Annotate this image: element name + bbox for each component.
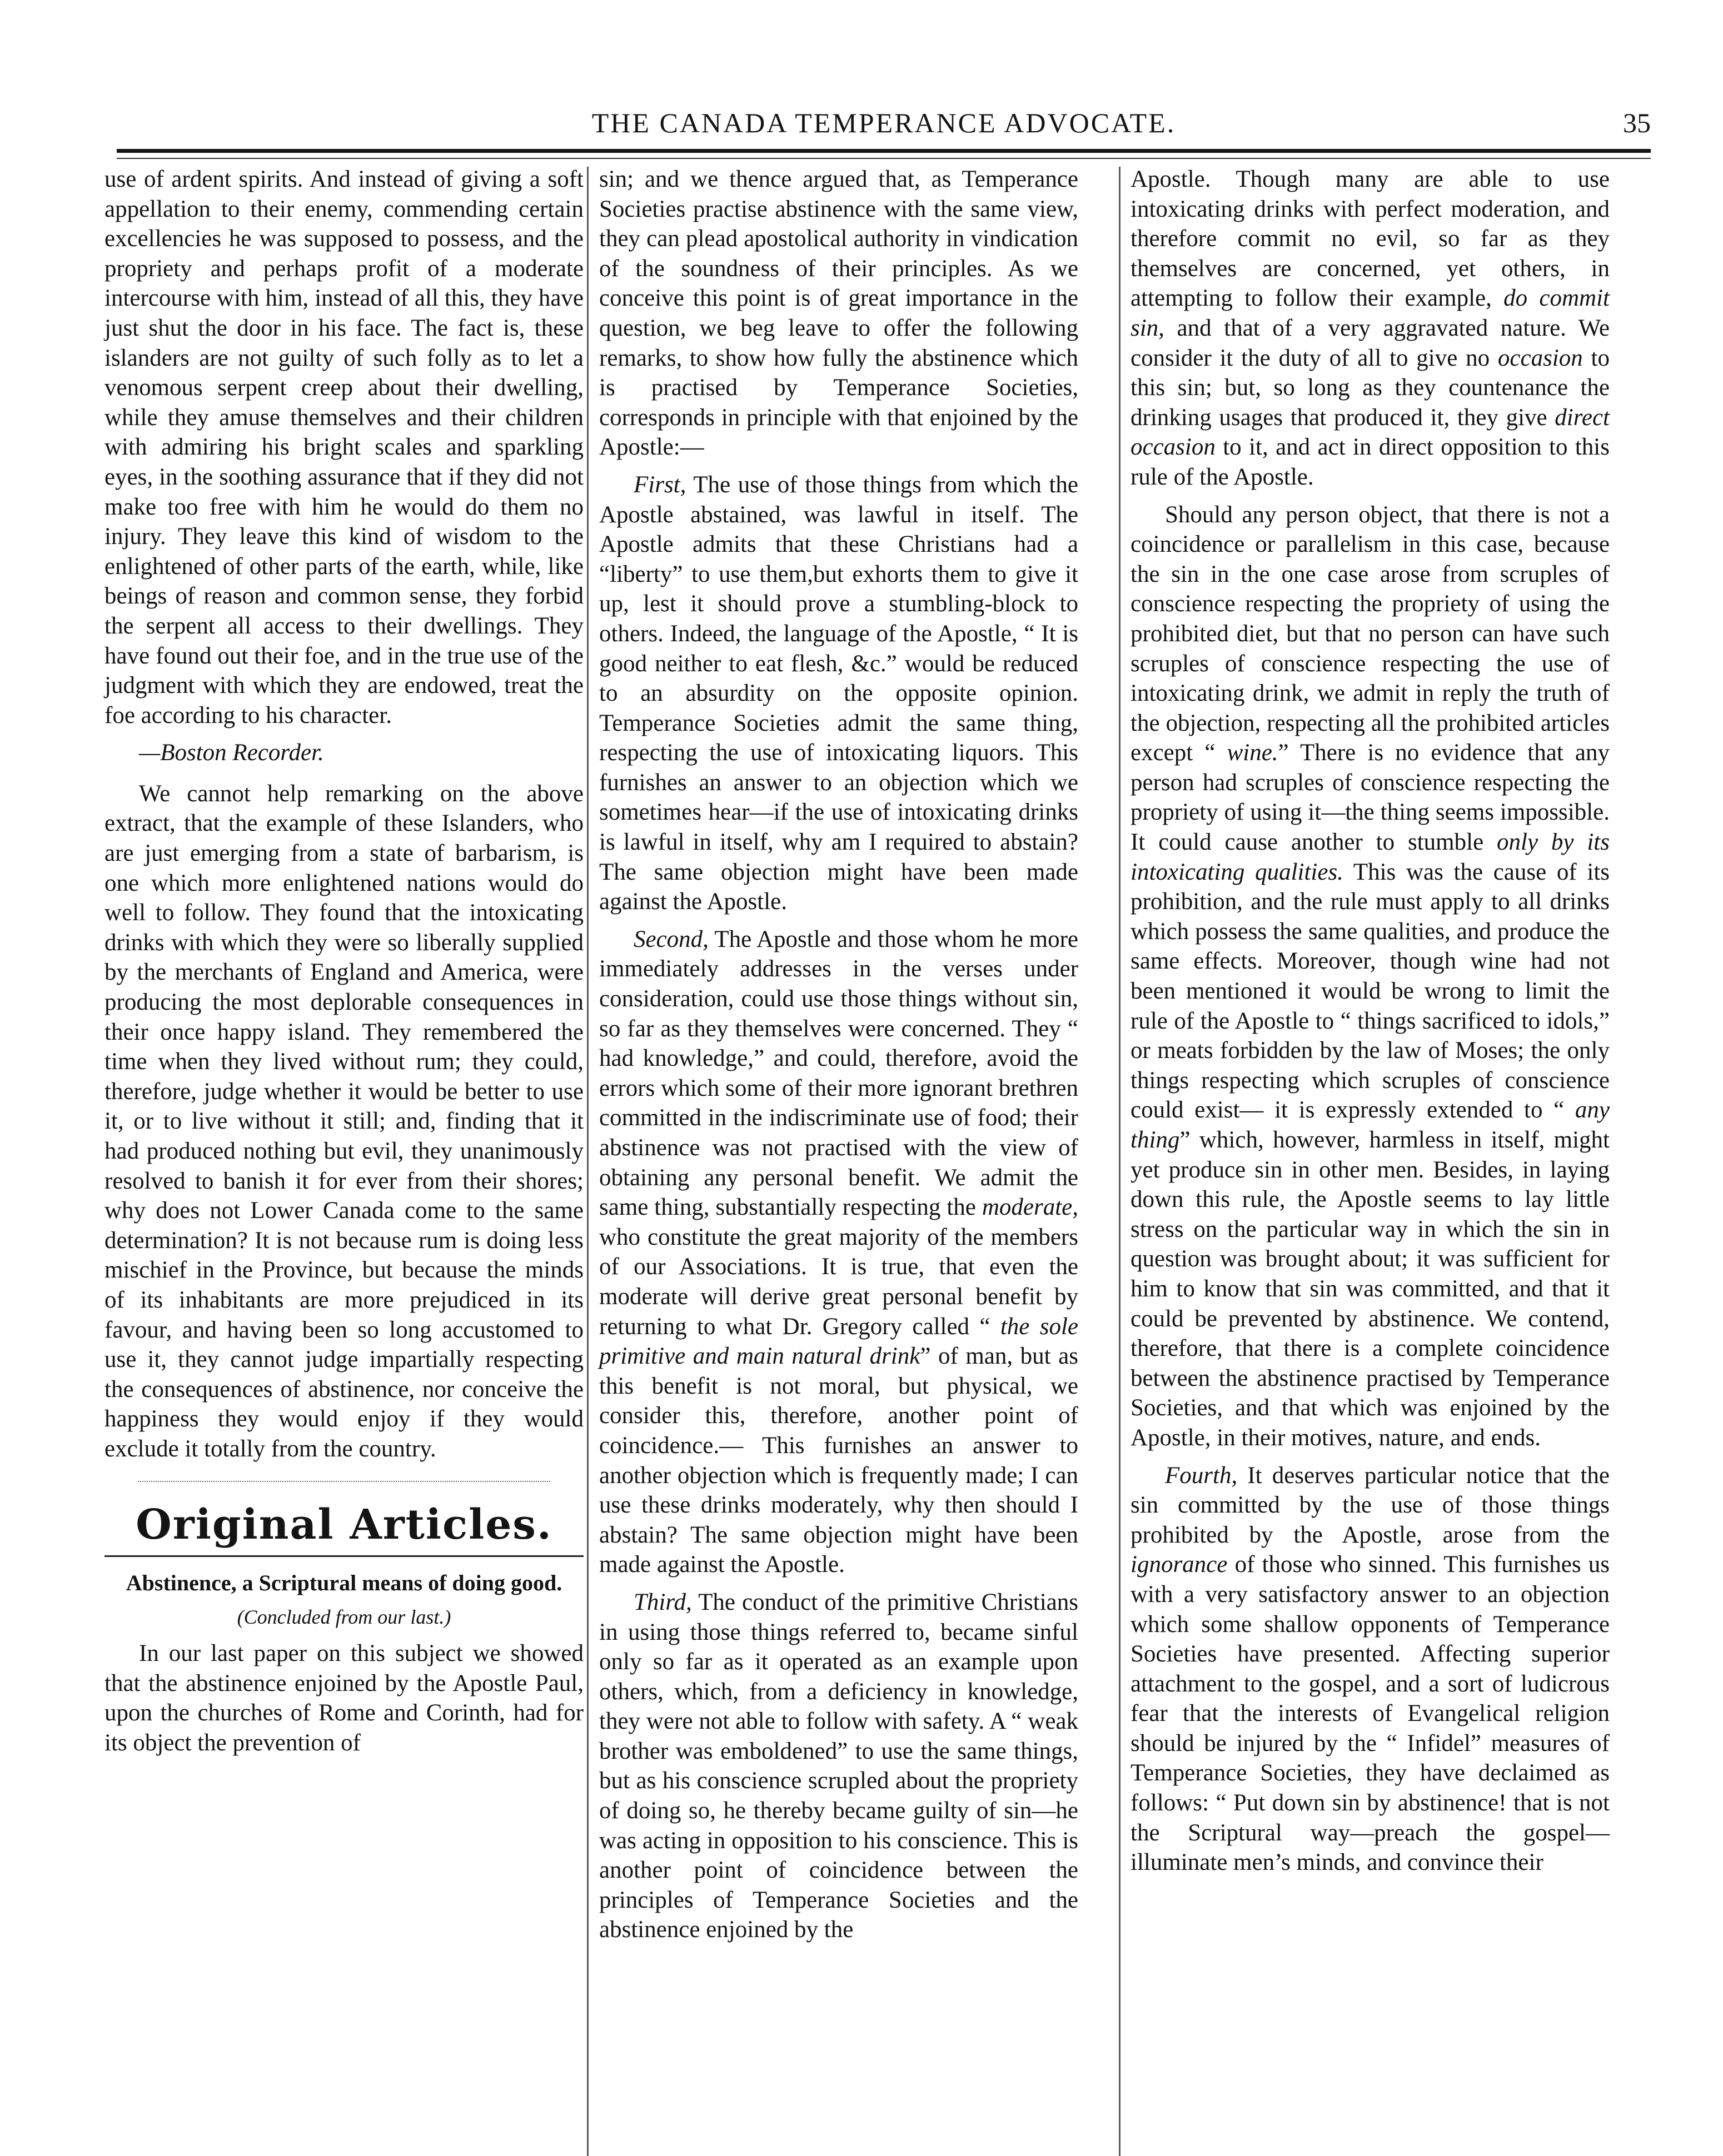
col2-paragraph-third xyxy=(599,1588,1078,1945)
col3-paragraph-2 xyxy=(1131,500,1610,1453)
source-signature: —Boston Recorder. xyxy=(139,740,324,766)
column-3 xyxy=(1131,164,1610,1885)
col3-paragraph-fourth xyxy=(1131,1461,1610,1878)
second-text-b: who constitute the great majority of the members of our Associations. It is true, that even the moderate will derive great personal benefit by returning to what Dr. Gregory called “ xyxy=(599,1224,1078,1340)
second-text-c: ” of man, but as this benefit is not moral, but physical, we consider this, therefore, another point of coincidence.— This furnishes an answer to another objection which is frequently made; I can use these drinks moderately, why then should I abstain? The same objection might have been made against the Apostle. xyxy=(599,1343,1078,1578)
fourth-emphasis-1: ignorance xyxy=(1131,1551,1228,1578)
second-emphasis-2: the sole primitive and main natural drink xyxy=(599,1313,1078,1370)
fourth-text-a: It deserves particular notice that the sin committed by the use of those things prohibited by the Apostle, arose from the xyxy=(1131,1462,1610,1548)
header-rule-thick xyxy=(117,149,1651,153)
col1-paragraph-3: In our last paper on this subject we showed that the abstinence enjoined by the Apostle Paul, upon the churches of Rome and Corinth, had for its object the prevention of xyxy=(104,1640,584,1756)
masthead xyxy=(117,107,1651,146)
col3-p2-text-d: ” which, however, harmless in itself, might yet produce sin in other men. Besides, in laying down this rule, the Apostle seems to lay little stress on the particular way in which the sin in question was brought about; it was sufficient for him to know that sin was committed, and that it could be prevented by abstinence. We contend, therefore, that there is a complete coincidence between the abstinence practised by Temperance Societies, and that which was enjoined by the Apostle, in their motives, nature, and ends. xyxy=(1131,1127,1610,1451)
first-text: The use of those things from which the Apostle abstained, was lawful in itself. The Apostle admits that these Christians had a “liberty” to use them,but exhorts them to give it up, lest it should prove a stumbling-block to others. Indeed, the language of the Apostle, “ It is good neither to eat flesh, &c.” would be reduced to an absurdity on the opposite opinion. Temperance Societies admit the same thing, respecting the use of intoxicating liquors. This furnishes an answer to an objection which we sometimes hear—if the use of intoxicating drinks is lawful in itself, why am I required to abstain? The same objection might have been made against the Apostle. xyxy=(599,471,1078,915)
col3-p1-text-d: to it, and act in direct opposition to this rule of the Apostle. xyxy=(1131,434,1610,490)
col1-paragraph-1: use of ardent spirits. And instead of giving a soft appellation to their enemy, commending certain excellencies he was supposed to possess, and the propriety and perhaps profit of a moderate intercourse with him, instead of all this, they have just shut the door in his face. The fact is, these islanders are not guilty of such folly as to let a venomous serpent creep about their dwelling, while they amuse themselves and their children with admiring his bright scales and sparkling eyes, in the soothing assurance that if they did not make too free with him he would do them no injury. They leave this kind of wisdom to the enlightened of other parts of the earth, while, like beings of reason and common sense, they forbid the serpent all access to their dwellings. They have found out their foe, and in the true use of the judgment with which they are endowed, treat the foe according to his character. xyxy=(104,166,584,728)
col2-paragraph-first xyxy=(599,470,1078,917)
page-number: 35 xyxy=(1623,107,1651,138)
col3-p1-text-c: to this sin; but, so long as they countenance the drinking usages that produced it, they give xyxy=(1131,345,1610,431)
col3-p1-emphasis-2: occasion xyxy=(1497,345,1583,371)
section-title: Original Articles. xyxy=(136,1500,552,1549)
col1-paragraph-2: We cannot help remarking on the above extract, that the example of these Islanders, who are just emerging from a state of barbarism, is one which more enlightened nations would do well to follow. They found that the intoxicating drinks with which they were so liberally supplied by the merchants of England and America, were producing the most deplorable consequences in their once happy island. They remembered the time when they lived without rum; they could, therefore, judge whether it would be better to use it, or to live without it still; and, finding that it had produced nothing but evil, they unanimously resolved to banish it for ever from their shores; why does not Lower Canada come to the same determination? It is not because rum is doing less mischief in the Province, but because the minds of its inhabitants are more prejudiced in its favour, and having been so long accustomed to use it, they cannot judge impartially respecting the consequences of abstinence, nor conceive the happiness they would enjoy if they would exclude it totally from the country. xyxy=(104,780,584,1462)
col3-p1-text-a: Apostle. Though many are able to use intoxicating drinks with perfect moderation, and therefore commit no evil, so far as they themselves are concerned, yet others, in attempting to follow their example, xyxy=(1131,166,1610,312)
col2-paragraph-1: sin; and we thence argued that, as Temperance Societies practise abstinence with the same view, they can plead apostolical authority in vindication of the soundness of their principles. As we conceive this point is of great importance in the question, we beg leave to offer the following remarks, to show how fully the abstinence which is practised by Temperance Societies, corresponds in principle with that enjoined by the Apostle:— xyxy=(599,166,1078,461)
second-emphasis-1: moderate, xyxy=(982,1194,1078,1221)
col3-p2-emphasis-2: only by its intoxicating qualities. xyxy=(1131,829,1610,885)
section-title-rule xyxy=(104,1555,584,1557)
publication-title: THE CANADA TEMPERANCE ADVOCATE. xyxy=(591,107,1176,138)
third-text: The conduct of the primitive Christians in using those things referred to, became sinful only so far as it operated as an example upon others, which, from a deficiency in knowledge, they were not able to follow with safety. A “ weak brother was emboldened” to use the same things, but as his conscience scrupled about the propriety of doing so, he thereby became guilty of sin—he was acting in opposition to his conscience. This is another point of coincidence between the principles of Temperance Societies and the abstinence enjoined by the xyxy=(599,1589,1078,1943)
fourth-text-b: of those who sinned. This furnishes us with a very satisfactory answer to an objection which some shallow opponents of Temperance Societies have presented. Affecting superior attachment to the gospel, and a sort of ludicrous fear that the interests of Evangelical religion should be injured by the “ Infidel” measures of Temperance Societies, they have declaimed as follows: “ Put down sin by abstinence! that is not the Scriptural way—preach the gospel—illuminate men’s minds, and convince their xyxy=(1131,1551,1610,1876)
col3-p2-text-b: ” There is no evidence that any person had scruples of conscience respecting the propriety of using it—the thing seems impossible. It could cause another to stumble xyxy=(1131,740,1610,856)
second-text-a: The Apostle and those whom he more immediately addresses in the verses under consideration, could use those things without sin, so far as they themselves were concerned. They “ had knowledge,” and could, therefore, avoid the errors which some of their more ignorant brethren committed in the indiscriminate use of food; their abstinence was not practised with the view of obtaining any personal benefit. We admit the same thing, substantially respecting the xyxy=(599,926,1078,1221)
col3-p2-emphasis-1: wine. xyxy=(1227,740,1278,766)
column-2 xyxy=(599,164,1078,1953)
second-lead: Second, xyxy=(634,926,709,952)
article-subtitle: (Concluded from our last.) xyxy=(237,1605,451,1628)
col2-paragraph-second xyxy=(599,925,1078,1580)
col3-p2-text-c: This was the cause of its prohibition, and the rule must apply to all drinks which possess the same qualities, and produce the same effects. Moreover, though wine had not been mentioned it would be wrong to limit the rule of the Apostle to “ things sacrificed to idols,” or meats forbidden by the law of Moses; the only things respecting which scruples of conscience could exist— it is expressly extended to “ xyxy=(1131,859,1610,1124)
col3-p2-emphasis-3: any thing xyxy=(1131,1097,1610,1153)
col3-paragraph-1 xyxy=(1131,164,1610,492)
col3-p1-emphasis-1: do commit sin, xyxy=(1131,285,1610,341)
fourth-lead: Fourth, xyxy=(1165,1462,1238,1489)
article-title: Abstinence, a Scriptural means of doing good. xyxy=(126,1570,562,1595)
col3-p1-text-b: and that of a very aggravated nature. We consider it the duty of all to give no xyxy=(1131,315,1610,371)
header-rule-thin xyxy=(117,158,1651,159)
column-divider-1 xyxy=(587,167,589,2156)
column-divider-2 xyxy=(1119,167,1121,2156)
col3-p2-text-a: Should any person object, that there is not a coincidence or parallelism in this case, because the sin in the one case arose from scruples of conscience respecting the propriety of using the prohibited diet, but that no person can have such scruples of conscience respecting the use of intoxicating drink, we admit in reply the truth of the objection, respecting all the prohibited articles except “ xyxy=(1131,501,1610,766)
section-ornament xyxy=(138,1481,550,1485)
first-lead: First, xyxy=(634,471,686,498)
third-lead: Third, xyxy=(634,1589,692,1615)
col3-p1-emphasis-3: direct occasion xyxy=(1131,404,1610,461)
column-1 xyxy=(104,164,584,1766)
